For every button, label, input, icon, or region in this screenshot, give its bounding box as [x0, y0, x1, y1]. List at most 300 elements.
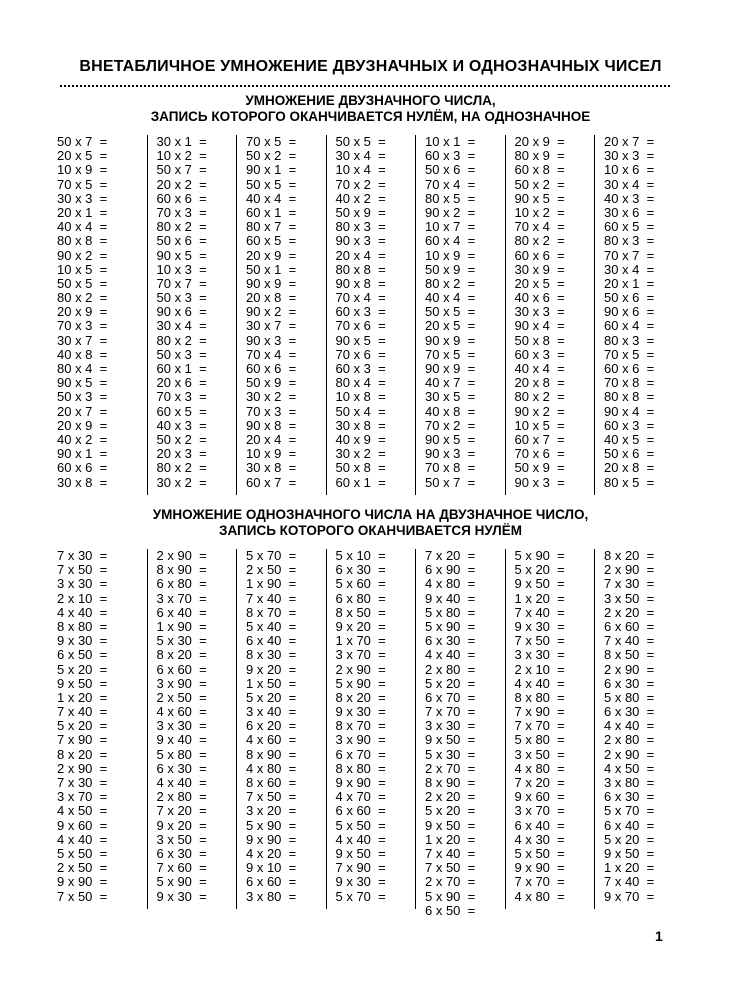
- exercise-item: 80 x 5 =: [604, 474, 655, 490]
- exercise-item: 60 x 5 =: [604, 219, 655, 235]
- exercise-item: 3 x 30 =: [156, 718, 207, 734]
- exercise-item: 50 x 1 =: [246, 261, 297, 277]
- exercise-item: 90 x 5 =: [335, 332, 386, 348]
- exercise-item: 90 x 3 =: [514, 474, 565, 490]
- exercise-item: 70 x 4 =: [425, 176, 476, 192]
- exercise-item: 2 x 70 =: [425, 874, 476, 890]
- exercise-item: 9 x 20 =: [246, 661, 297, 677]
- exercise-item: 5 x 30 =: [425, 746, 476, 762]
- exercise-item: 50 x 9 =: [514, 460, 565, 476]
- exercise-item: 50 x 6 =: [604, 290, 655, 306]
- exercise-item: 2 x 10 =: [57, 590, 108, 606]
- exercise-item: 80 x 4 =: [57, 361, 108, 376]
- exercise-column: [57, 549, 147, 909]
- exercise-item: 90 x 3 =: [335, 233, 386, 249]
- exercise-item: 90 x 9 =: [425, 361, 476, 376]
- exercise-item: 3 x 30 =: [425, 718, 476, 734]
- exercise-item: 90 x 8 =: [246, 417, 297, 433]
- exercise-item: 9 x 20 =: [156, 817, 207, 833]
- exercise-item: 30 x 4 =: [156, 318, 207, 334]
- exercise-item: 70 x 5 =: [604, 346, 655, 362]
- exercise-item: 70 x 5 =: [57, 176, 108, 192]
- exercise-item: 90 x 9 =: [246, 275, 297, 291]
- exercise-item: 5 x 90 =: [335, 675, 386, 691]
- exercise-item: 10 x 2 =: [514, 204, 565, 220]
- exercise-column: [236, 549, 336, 909]
- exercise-item: 4 x 30 =: [514, 831, 565, 847]
- exercise-item: 40 x 7 =: [425, 375, 476, 391]
- exercise-item: 5 x 70 =: [246, 548, 297, 563]
- exercise-item: 5 x 90 =: [425, 888, 476, 904]
- exercise-item: 7 x 70 =: [425, 704, 476, 720]
- exercise-item: 70 x 6 =: [514, 446, 565, 462]
- exercise-item: 20 x 2 =: [156, 176, 207, 192]
- exercise-item: 20 x 8 =: [604, 460, 655, 476]
- exercise-item: 60 x 3 =: [514, 346, 565, 362]
- exercise-item: 2 x 10 =: [514, 661, 565, 677]
- exercise-item: 3 x 80 =: [246, 888, 297, 904]
- exercise-item: 9 x 90 =: [335, 775, 386, 790]
- exercise-item: 9 x 30 =: [335, 704, 386, 720]
- section2-heading-line1: УМНОЖЕНИЕ ОДНОЗНАЧНОГО ЧИСЛА НА ДВУЗНАЧНОЕ ЧИСЛО,: [152, 507, 589, 522]
- exercise-item: 6 x 30 =: [156, 845, 207, 861]
- exercise-column: [415, 135, 515, 495]
- exercise-item: 50 x 8 =: [514, 332, 565, 348]
- exercise-item: 4 x 20 =: [246, 845, 297, 861]
- exercise-item: 90 x 4 =: [604, 403, 655, 419]
- exercise-item: 80 x 2 =: [156, 219, 207, 235]
- exercise-item: 2 x 80 =: [604, 732, 655, 748]
- exercise-item: 8 x 20 =: [604, 548, 655, 563]
- exercise-item: 30 x 4 =: [604, 176, 655, 192]
- exercise-item: 3 x 70 =: [514, 803, 565, 819]
- exercise-item: 6 x 90 =: [425, 562, 476, 578]
- exercise-item: 80 x 2 =: [514, 233, 565, 249]
- exercise-item: 50 x 6 =: [156, 233, 207, 249]
- exercise-item: 6 x 20 =: [246, 718, 297, 734]
- exercise-item: 50 x 8 =: [335, 460, 386, 476]
- exercise-item: 90 x 2 =: [57, 247, 108, 263]
- exercise-item: 70 x 3 =: [156, 204, 207, 220]
- exercise-item: 50 x 5 =: [425, 304, 476, 320]
- exercise-item: 90 x 5 =: [514, 190, 565, 206]
- exercise-item: 9 x 30 =: [514, 618, 565, 634]
- exercise-item: 5 x 20 =: [425, 803, 476, 819]
- exercise-item: 50 x 2 =: [156, 431, 207, 447]
- exercise-item: 7 x 90 =: [335, 860, 386, 876]
- exercise-item: 6 x 40 =: [156, 604, 207, 620]
- exercise-item: 7 x 90 =: [57, 732, 108, 748]
- exercise-column: [147, 135, 247, 495]
- exercise-item: 1 x 70 =: [335, 633, 386, 649]
- exercise-item: 3 x 70 =: [57, 789, 108, 805]
- exercise-item: 50 x 2 =: [514, 176, 565, 192]
- exercise-item: 2 x 50 =: [57, 860, 108, 876]
- exercise-item: 7 x 40 =: [514, 604, 565, 620]
- exercise-item: 20 x 1 =: [57, 204, 108, 220]
- exercise-item: 90 x 4 =: [514, 318, 565, 334]
- exercise-item: 90 x 3 =: [246, 332, 297, 348]
- exercise-item: 80 x 2 =: [156, 460, 207, 476]
- exercise-item: 8 x 20 =: [57, 746, 108, 762]
- exercise-item: 60 x 7 =: [246, 474, 297, 490]
- exercise-item: 5 x 20 =: [57, 661, 108, 677]
- exercise-item: 10 x 3 =: [156, 261, 207, 277]
- exercise-item: 2 x 20 =: [425, 789, 476, 805]
- section2-heading: [0, 507, 741, 539]
- exercise-item: 4 x 80 =: [246, 760, 297, 776]
- exercise-item: 2 x 80 =: [156, 789, 207, 805]
- exercise-item: 30 x 2 =: [156, 474, 207, 490]
- exercise-item: 2 x 50 =: [246, 562, 297, 578]
- exercise-item: 80 x 8 =: [57, 233, 108, 249]
- exercise-item: 5 x 20 =: [425, 675, 476, 691]
- exercise-item: 60 x 6 =: [246, 361, 297, 376]
- exercise-item: 3 x 50 =: [156, 831, 207, 847]
- exercise-item: 3 x 30 =: [57, 576, 108, 592]
- exercise-item: 50 x 3 =: [57, 389, 108, 405]
- exercise-item: 30 x 8 =: [57, 474, 108, 490]
- exercise-item: 60 x 3 =: [425, 148, 476, 164]
- exercise-item: 1 x 50 =: [246, 675, 297, 691]
- exercise-item: 5 x 70 =: [335, 888, 386, 904]
- exercise-item: 6 x 60 =: [335, 803, 386, 819]
- exercise-item: 2 x 90 =: [604, 746, 655, 762]
- exercise-item: 60 x 6 =: [156, 190, 207, 206]
- exercise-item: 70 x 7 =: [604, 247, 655, 263]
- exercise-item: 6 x 70 =: [425, 689, 476, 705]
- exercise-item: 40 x 9 =: [335, 431, 386, 447]
- exercise-column: [594, 135, 694, 495]
- exercise-item: 50 x 7 =: [425, 474, 476, 490]
- exercise-item: 9 x 50 =: [604, 845, 655, 861]
- exercise-column: [57, 135, 147, 495]
- exercise-item: 40 x 3 =: [156, 417, 207, 433]
- exercise-item: 60 x 5 =: [156, 403, 207, 419]
- exercise-item: 4 x 60 =: [156, 704, 207, 720]
- exercise-item: 50 x 9 =: [425, 261, 476, 277]
- exercise-item: 70 x 8 =: [425, 460, 476, 476]
- exercise-item: 50 x 4 =: [335, 403, 386, 419]
- exercise-item: 60 x 3 =: [335, 304, 386, 320]
- exercise-item: 4 x 60 =: [246, 732, 297, 748]
- exercise-item: 6 x 80 =: [156, 576, 207, 592]
- exercise-column: [236, 135, 336, 495]
- exercise-item: 5 x 20 =: [514, 562, 565, 578]
- exercise-item: 70 x 2 =: [425, 417, 476, 433]
- exercise-item: 4 x 40 =: [604, 718, 655, 734]
- exercise-item: 50 x 6 =: [425, 162, 476, 178]
- exercise-column: [415, 548, 515, 918]
- exercise-item: 30 x 2 =: [335, 446, 386, 462]
- exercise-item: 80 x 3 =: [604, 332, 655, 348]
- exercise-item: 6 x 30 =: [604, 789, 655, 805]
- exercise-item: 70 x 3 =: [57, 318, 108, 334]
- exercise-item: 50 x 5 =: [335, 134, 386, 149]
- page-title: ВНЕТАБЛИЧНОЕ УМНОЖЕНИЕ ДВУЗНАЧНЫХ И ОДНОЗНАЧНЫХ ЧИСЕЛ: [79, 58, 662, 75]
- exercise-item: 9 x 10 =: [246, 860, 297, 876]
- exercise-item: 30 x 8 =: [246, 460, 297, 476]
- exercise-item: 4 x 40 =: [514, 675, 565, 691]
- exercise-item: 10 x 6 =: [604, 162, 655, 178]
- exercise-item: 9 x 90 =: [57, 874, 108, 890]
- exercise-item: 1 x 20 =: [514, 590, 565, 606]
- exercise-item: 6 x 50 =: [425, 902, 476, 918]
- exercise-item: 20 x 9 =: [514, 134, 565, 149]
- exercise-item: 40 x 4 =: [514, 361, 565, 376]
- exercise-item: 3 x 40 =: [246, 704, 297, 720]
- exercise-item: 80 x 5 =: [425, 190, 476, 206]
- exercise-item: 5 x 90 =: [425, 618, 476, 634]
- exercise-item: 90 x 6 =: [156, 304, 207, 320]
- exercise-item: 6 x 50 =: [57, 647, 108, 663]
- exercise-item: 80 x 2 =: [57, 290, 108, 306]
- exercise-item: 50 x 9 =: [335, 204, 386, 220]
- exercise-item: 4 x 70 =: [335, 789, 386, 805]
- exercise-item: 5 x 50 =: [335, 817, 386, 833]
- section2-exercise-grid: [57, 548, 657, 918]
- exercise-item: 20 x 4 =: [246, 431, 297, 447]
- exercise-item: 80 x 8 =: [604, 389, 655, 405]
- exercise-item: 90 x 5 =: [57, 375, 108, 391]
- exercise-item: 8 x 80 =: [514, 689, 565, 705]
- exercise-item: 20 x 5 =: [514, 275, 565, 291]
- exercise-item: 10 x 8 =: [335, 389, 386, 405]
- exercise-item: 6 x 40 =: [514, 817, 565, 833]
- exercise-item: 7 x 50 =: [246, 789, 297, 805]
- section1-heading: [0, 93, 741, 125]
- exercise-item: 50 x 6 =: [604, 446, 655, 462]
- exercise-item: 9 x 40 =: [425, 590, 476, 606]
- exercise-item: 80 x 2 =: [156, 332, 207, 348]
- dotted-divider: [60, 85, 670, 87]
- exercise-item: 70 x 4 =: [246, 346, 297, 362]
- exercise-item: 8 x 20 =: [335, 689, 386, 705]
- exercise-item: 5 x 20 =: [57, 718, 108, 734]
- exercise-item: 2 x 20 =: [604, 604, 655, 620]
- exercise-item: 20 x 5 =: [57, 148, 108, 164]
- exercise-item: 20 x 9 =: [57, 417, 108, 433]
- exercise-item: 4 x 80 =: [514, 888, 565, 904]
- exercise-item: 30 x 4 =: [335, 148, 386, 164]
- exercise-item: 40 x 2 =: [335, 190, 386, 206]
- exercise-item: 30 x 6 =: [604, 204, 655, 220]
- exercise-item: 8 x 50 =: [604, 647, 655, 663]
- exercise-item: 5 x 20 =: [246, 689, 297, 705]
- exercise-item: 4 x 50 =: [57, 803, 108, 819]
- exercise-item: 70 x 7 =: [156, 275, 207, 291]
- exercise-item: 70 x 5 =: [425, 346, 476, 362]
- exercise-item: 5 x 70 =: [604, 803, 655, 819]
- exercise-item: 5 x 90 =: [514, 548, 565, 563]
- exercise-item: 10 x 5 =: [514, 417, 565, 433]
- exercise-item: 7 x 50 =: [57, 888, 108, 904]
- exercise-item: 40 x 3 =: [604, 190, 655, 206]
- exercise-item: 7 x 30 =: [57, 548, 108, 563]
- exercise-item: 8 x 90 =: [425, 775, 476, 790]
- exercise-item: 7 x 20 =: [156, 803, 207, 819]
- exercise-item: 20 x 3 =: [156, 446, 207, 462]
- exercise-item: 9 x 50 =: [514, 576, 565, 592]
- exercise-item: 1 x 20 =: [604, 860, 655, 876]
- section1-exercise-grid: [57, 135, 657, 495]
- exercise-item: 6 x 40 =: [246, 633, 297, 649]
- exercise-item: 4 x 40 =: [156, 775, 207, 790]
- exercise-item: 9 x 40 =: [156, 732, 207, 748]
- exercise-item: 90 x 2 =: [425, 204, 476, 220]
- exercise-item: 30 x 4 =: [604, 261, 655, 277]
- exercise-item: 5 x 80 =: [604, 689, 655, 705]
- exercise-item: 20 x 1 =: [604, 275, 655, 291]
- exercise-item: 3 x 70 =: [156, 590, 207, 606]
- exercise-item: 2 x 80 =: [425, 661, 476, 677]
- exercise-item: 60 x 3 =: [604, 417, 655, 433]
- exercise-item: 7 x 40 =: [425, 845, 476, 861]
- exercise-item: 5 x 80 =: [425, 604, 476, 620]
- exercise-item: 9 x 50 =: [425, 732, 476, 748]
- exercise-item: 9 x 30 =: [57, 633, 108, 649]
- exercise-item: 70 x 2 =: [335, 176, 386, 192]
- exercise-item: 3 x 30 =: [514, 647, 565, 663]
- exercise-item: 70 x 8 =: [604, 375, 655, 391]
- exercise-item: 6 x 60 =: [604, 618, 655, 634]
- exercise-item: 9 x 20 =: [335, 618, 386, 634]
- exercise-item: 6 x 30 =: [604, 704, 655, 720]
- exercise-item: 7 x 40 =: [604, 633, 655, 649]
- exercise-item: 90 x 5 =: [425, 431, 476, 447]
- exercise-item: 4 x 80 =: [514, 760, 565, 776]
- exercise-item: 8 x 30 =: [246, 647, 297, 663]
- exercise-item: 50 x 5 =: [246, 176, 297, 192]
- exercise-item: 60 x 6 =: [514, 247, 565, 263]
- exercise-item: 60 x 8 =: [514, 162, 565, 178]
- exercise-item: 20 x 9 =: [57, 304, 108, 320]
- exercise-item: 9 x 90 =: [246, 831, 297, 847]
- exercise-item: 6 x 70 =: [335, 746, 386, 762]
- exercise-item: 3 x 50 =: [514, 746, 565, 762]
- exercise-item: 20 x 8 =: [514, 375, 565, 391]
- exercise-item: 30 x 3 =: [514, 304, 565, 320]
- exercise-item: 30 x 2 =: [246, 389, 297, 405]
- exercise-item: 70 x 6 =: [335, 346, 386, 362]
- exercise-item: 9 x 50 =: [425, 817, 476, 833]
- exercise-item: 30 x 1 =: [156, 134, 207, 149]
- exercise-item: 80 x 2 =: [425, 275, 476, 291]
- exercise-item: 5 x 60 =: [335, 576, 386, 592]
- exercise-item: 8 x 90 =: [246, 746, 297, 762]
- exercise-item: 20 x 4 =: [335, 247, 386, 263]
- exercise-item: 30 x 7 =: [57, 332, 108, 348]
- exercise-item: 50 x 2 =: [246, 148, 297, 164]
- exercise-item: 2 x 50 =: [156, 689, 207, 705]
- exercise-item: 50 x 3 =: [156, 346, 207, 362]
- exercise-item: 6 x 30 =: [335, 562, 386, 578]
- exercise-item: 3 x 90 =: [156, 675, 207, 691]
- exercise-item: 9 x 60 =: [57, 817, 108, 833]
- exercise-item: 3 x 90 =: [335, 732, 386, 748]
- exercise-item: 30 x 3 =: [57, 190, 108, 206]
- exercise-item: 8 x 90 =: [156, 562, 207, 578]
- exercise-item: 4 x 50 =: [604, 760, 655, 776]
- exercise-item: 20 x 6 =: [156, 375, 207, 391]
- exercise-item: 70 x 5 =: [246, 134, 297, 149]
- exercise-item: 5 x 90 =: [156, 874, 207, 890]
- exercise-item: 1 x 90 =: [246, 576, 297, 592]
- exercise-item: 1 x 90 =: [156, 618, 207, 634]
- exercise-item: 7 x 20 =: [425, 548, 476, 563]
- exercise-item: 50 x 7 =: [57, 134, 108, 149]
- exercise-item: 6 x 30 =: [604, 675, 655, 691]
- exercise-item: 2 x 90 =: [335, 661, 386, 677]
- exercise-item: 5 x 80 =: [514, 732, 565, 748]
- exercise-item: 50 x 5 =: [57, 275, 108, 291]
- exercise-item: 90 x 1 =: [246, 162, 297, 178]
- exercise-item: 4 x 40 =: [57, 604, 108, 620]
- exercise-item: 8 x 70 =: [246, 604, 297, 620]
- exercise-item: 60 x 6 =: [57, 460, 108, 476]
- exercise-item: 80 x 3 =: [604, 233, 655, 249]
- exercise-item: 90 x 8 =: [335, 275, 386, 291]
- exercise-item: 9 x 50 =: [57, 675, 108, 691]
- section1-heading-line1: УМНОЖЕНИЕ ДВУЗНАЧНОГО ЧИСЛА,: [245, 93, 496, 108]
- exercise-item: 10 x 9 =: [57, 162, 108, 178]
- exercise-item: 6 x 30 =: [425, 633, 476, 649]
- exercise-item: 2 x 90 =: [156, 548, 207, 563]
- section2-heading-line2: ЗАПИСЬ КОТОРОГО ОКАНЧИВАЕТСЯ НУЛЁМ: [219, 523, 522, 538]
- exercise-item: 7 x 40 =: [604, 874, 655, 890]
- exercise-item: 30 x 5 =: [425, 389, 476, 405]
- exercise-item: 7 x 50 =: [425, 860, 476, 876]
- exercise-item: 50 x 3 =: [156, 290, 207, 306]
- exercise-item: 9 x 50 =: [335, 845, 386, 861]
- exercise-item: 20 x 7 =: [57, 403, 108, 419]
- exercise-item: 30 x 7 =: [246, 318, 297, 334]
- exercise-item: 70 x 4 =: [514, 219, 565, 235]
- exercise-item: 40 x 4 =: [425, 290, 476, 306]
- exercise-item: 2 x 90 =: [604, 661, 655, 677]
- exercise-item: 6 x 60 =: [246, 874, 297, 890]
- exercise-item: 4 x 40 =: [57, 831, 108, 847]
- exercise-item: 20 x 7 =: [604, 134, 655, 149]
- exercise-column: [147, 549, 247, 909]
- exercise-item: 4 x 40 =: [335, 831, 386, 847]
- exercise-item: 90 x 2 =: [246, 304, 297, 320]
- exercise-item: 10 x 4 =: [335, 162, 386, 178]
- exercise-item: 60 x 4 =: [604, 318, 655, 334]
- exercise-item: 3 x 70 =: [335, 647, 386, 663]
- exercise-item: 80 x 8 =: [335, 261, 386, 277]
- exercise-item: 40 x 8 =: [425, 403, 476, 419]
- exercise-item: 80 x 9 =: [514, 148, 565, 164]
- exercise-item: 9 x 70 =: [604, 888, 655, 904]
- exercise-item: 2 x 90 =: [604, 562, 655, 578]
- exercise-item: 7 x 30 =: [57, 775, 108, 790]
- exercise-item: 30 x 8 =: [335, 417, 386, 433]
- section1-heading-line2: ЗАПИСЬ КОТОРОГО ОКАНЧИВАЕТСЯ НУЛЁМ, НА ОДНОЗНАЧНОЕ: [150, 109, 591, 124]
- exercise-item: 8 x 80 =: [335, 760, 386, 776]
- exercise-item: 10 x 9 =: [425, 247, 476, 263]
- exercise-item: 6 x 80 =: [335, 590, 386, 606]
- exercise-item: 40 x 2 =: [57, 431, 108, 447]
- exercise-column: [326, 135, 426, 495]
- exercise-item: 70 x 6 =: [335, 318, 386, 334]
- exercise-item: 7 x 20 =: [514, 775, 565, 790]
- exercise-item: 6 x 60 =: [156, 661, 207, 677]
- exercise-item: 30 x 9 =: [514, 261, 565, 277]
- exercise-item: 90 x 3 =: [425, 446, 476, 462]
- exercise-item: 5 x 20 =: [604, 831, 655, 847]
- exercise-item: 1 x 20 =: [425, 831, 476, 847]
